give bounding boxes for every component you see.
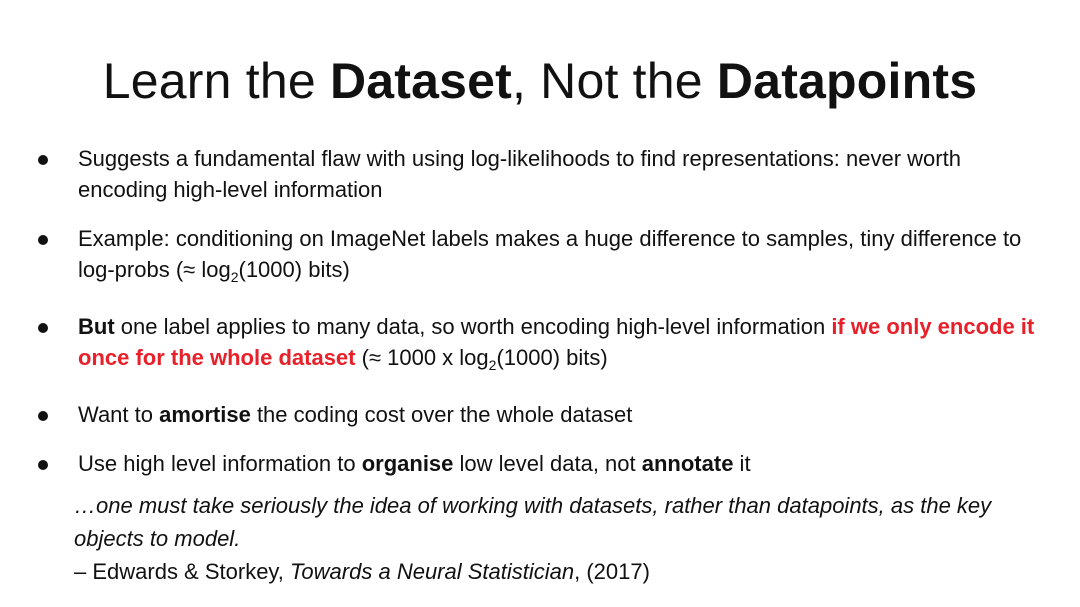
bullet-dot-icon: [38, 411, 48, 421]
subscript: 2: [488, 357, 497, 373]
title-part-2: , Not the: [511, 53, 717, 109]
bullet-text: Use high level information to: [78, 451, 362, 476]
bullet-text: the coding cost over the whole dataset: [250, 402, 633, 427]
slide-title: [0, 50, 1080, 112]
quote-text: …one must take seriously the idea of working with datasets, rather than datapoints, as the key objects to model.: [74, 493, 992, 551]
bullet-text: it: [733, 451, 751, 476]
bullet-text: (1000) bits): [238, 257, 350, 282]
citation-authors: – Edwards & Storkey,: [74, 559, 291, 584]
quote-citation: [74, 555, 1044, 588]
bullet-highlight-text: if we only encode it once for the whole dataset: [78, 314, 1035, 370]
bullet-dot-icon: [38, 235, 48, 245]
title-bold-dataset: Dataset: [329, 53, 512, 109]
bullet-bold-text: organise: [361, 451, 454, 476]
citation-year: , (2017): [574, 559, 650, 584]
bullet-dot-icon: [38, 460, 48, 470]
bullet-text: Suggests a fundamental flaw with using log-likelihoods to find representations: never worth encoding high-level information: [78, 146, 961, 202]
bullet-bold-text: annotate: [641, 451, 734, 476]
bullet-text: low level data, not: [453, 451, 642, 476]
bullet-bold-text: But: [78, 314, 115, 339]
title-part-1: Learn the: [102, 53, 330, 109]
bullet-text: Example: conditioning on ImageNet labels makes a huge difference to samples, tiny difference to log-probs (≈ log: [78, 226, 1022, 282]
bullet-text: one label applies to many data, so worth encoding high-level information: [114, 314, 832, 339]
bullet-item: [38, 143, 1048, 205]
bullet-item: [38, 399, 1048, 430]
subscript: 2: [230, 269, 239, 285]
title-bold-datapoints: Datapoints: [716, 53, 978, 109]
bullet-text: Want to: [78, 402, 160, 427]
bullet-dot-icon: [38, 155, 48, 165]
bullet-item: [38, 448, 1048, 479]
bullet-item: [38, 223, 1048, 293]
bullet-dot-icon: [38, 323, 48, 333]
bullet-item: [38, 311, 1048, 381]
citation-quote: [74, 489, 1044, 588]
bullet-bold-text: amortise: [159, 402, 251, 427]
bullet-text: (≈ 1000 x log: [355, 345, 489, 370]
bullet-list: [38, 143, 1048, 497]
citation-title: Towards a Neural Statistician: [290, 559, 575, 584]
bullet-text: (1000) bits): [496, 345, 608, 370]
